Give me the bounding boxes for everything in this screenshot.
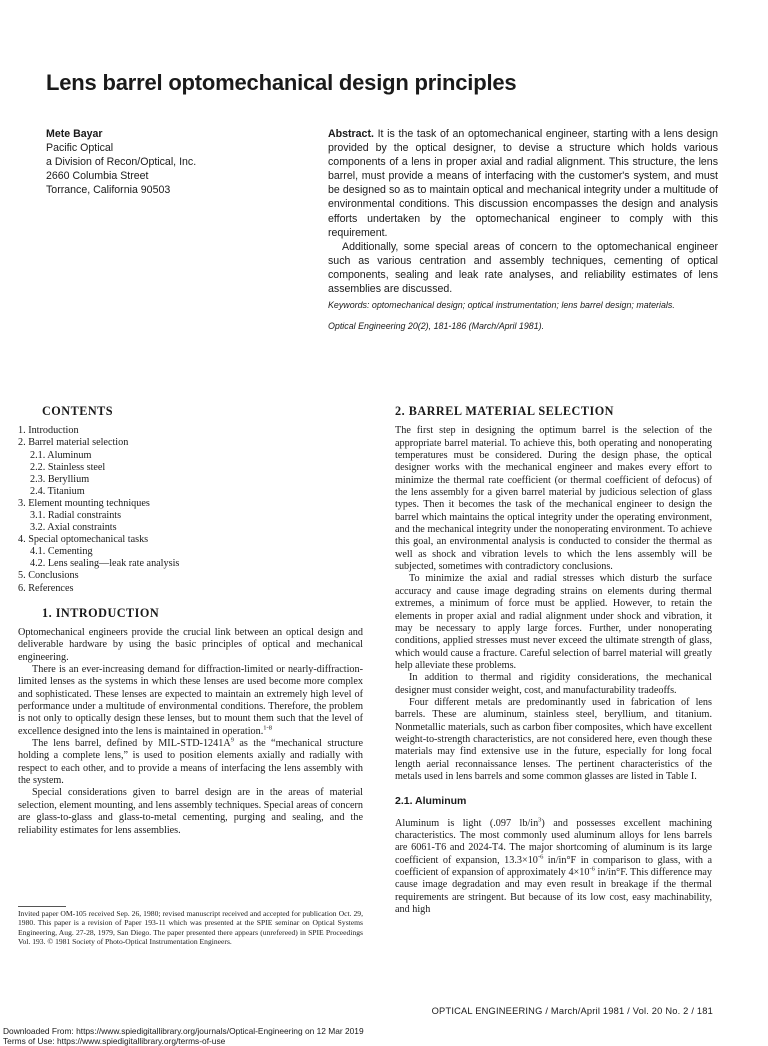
section-paragraph: The first step in designing the optimum barrel is the selection of the appropriate barrel material. To achieve this, both operating and nonoperating temperatures must be considered. During the design phase, the optical designer works with the mechanical engineer and makes every effort to minimize the thermal rate coefficient (or thermal coefficient of defocus) of the lens assembly for a given barrel material by judicious selection of glass types. Then it becomes the task of the mechanical engineer to design the barrel which maintains the optical integrity under the operating environment, and the mechanical integrity under the nonoperating environment. To achieve this goal, an environmental analysis is conducted to consider the thermal as well as shock and vibration levels to which the lens assembly will be subjected, sometimes with contradictory conclusions.: [395, 425, 712, 573]
terms-of-use-line: Terms of Use: https://www.spiedigitallibrary.org/terms-of-use: [3, 1037, 364, 1046]
abstract: [328, 127, 718, 296]
toc-item: 4. Special optomechanical tasks: [18, 534, 363, 546]
section-paragraph: Four different metals are predominantly used in fabrication of lens barrels. These are aluminum, stainless steel, beryllium, and titanium. Nonmetallic materials, such as carbon fiber composites, which have excellent weight-to-strength characteristics, are not considered here, even though these materials may find extensive use in the future, especially for long focal length aerial reconnaissance lenses. The pertinent characteristics of the metals used in lens barrels and some common glasses are listed in Table I.: [395, 697, 712, 783]
toc-item: 2.4. Titanium: [18, 486, 363, 498]
toc-item: 6. References: [18, 583, 363, 595]
section-paragraph: In addition to thermal and rigidity considerations, the mechanical designer must consider weight, cost, and manufacturability tradeoffs.: [395, 672, 712, 697]
toc-item: 2.2. Stainless steel: [18, 462, 363, 474]
author-block: [46, 127, 296, 197]
download-line: Downloaded From: https://www.spiedigitallibrary.org/journals/Optical-Engineering on 12 Mar 2019: [3, 1027, 364, 1037]
page-footer: OPTICAL ENGINEERING / March/April 1981 / Vol. 20 No. 2 / 181: [405, 1006, 713, 1016]
reference-superscript: 9: [231, 737, 234, 744]
subsection-heading-aluminum: 2.1. Aluminum: [395, 795, 712, 807]
intro-paragraph: Special considerations given to barrel design are in the areas of material selection, element mounting, and lens assembly techniques. Special areas of concern are glass-to-glass and glass-to-metal cementing, purging and sealing, and the reliability estimates for lens assemblies.: [18, 787, 363, 836]
abstract-text-2: Additionally, some special areas of concern to the optomechanical engineer such as various centration and assembly techniques, cementing of optical components, sealing and leak rate analyses, and reliability estimates of lens assemblies are discussed.: [328, 240, 718, 296]
toc-item: 4.2. Lens sealing—leak rate analysis: [18, 558, 363, 570]
toc-item: 4.1. Cementing: [18, 546, 363, 558]
footnote-divider: [18, 906, 66, 907]
aluminum-paragraph: Aluminum is light (.097 $lb/in^3$) and possesses excellent machining characteristics. The most commonly used aluminum alloys for lens barrels are 6061-T6 and 2024-T4. The major shortcoming of aluminum is its large coefficient of expansion, $13.3\times 10^{-6}$ in/in°F in comparison to glass, with a coefficient of expansion of approximately $4\times 10^{-6}$ in/in°F. This difference may cause image degradation and may even result in breakage if the thermal requirements are stringent. But because of its low cost, easy machinability, and high: [395, 818, 712, 917]
right-column: [395, 405, 712, 916]
author-name: Mete Bayar: [46, 127, 296, 141]
table-of-contents: [18, 425, 363, 594]
abstract-label: Abstract.: [328, 128, 374, 140]
section-heading-introduction: 1. INTRODUCTION: [42, 607, 363, 619]
toc-item: 5. Conclusions: [18, 570, 363, 582]
author-affiliation-line: Torrance, California 90503: [46, 183, 296, 197]
intro-paragraph: There is an ever-increasing demand for diffraction-limited or nearly-diffraction-limited lenses as the systems in which these lenses are used become more complex and sophisticated. These lenses are expected to maintain an extremely high level of performance under a multitude of environmental conditions. Therefore, the problem is not only to optically design these lenses, but to mount them such that the level of excellence designed into the lens is maintained in operation.$^{1-8}$: [18, 664, 363, 738]
left-column: [18, 405, 363, 837]
abstract-text: It is the task of an optomechanical engineer, starting with a lens design provided by the optical designer, to devise a structure which holds various components of a lens in proper axial and radial alignment. This structure, the lens barrel, must provide a means of interfacing with the customer's system, and must be designed so as to maintain optical and mechanical integrity under a multitude of environmental conditions. This discussion encompasses the design and analysis efforts undertaken by the optomechanical engineer to comply with this requirement.: [328, 128, 718, 239]
toc-item: 2.1. Aluminum: [18, 450, 363, 462]
section-paragraph: To minimize the axial and radial stresses which disturb the surface accuracy and cause image degrading strains on elements during thermal extremes, a minimum of force must be applied. However, to retain the elements in proper axial and radial alignment under shock and vibration, it may be necessary to apply large forces. Further, under nonoperating conditions, applied stresses must never exceed the ultimate strength of glass, which would cause a fracture. Careful selection of barrel material will greatly help alleviate these problems.: [395, 573, 712, 672]
contents-heading: CONTENTS: [42, 405, 363, 417]
footnote: Invited paper OM-105 received Sep. 26, 1980; revised manuscript received and accepted for publication Oct. 29, 1980. This paper is a revision of Paper 193-11 which was presented at the SPIE seminar on Optical Systems Engineering, Aug. 27-28, 1979, San Diego. The paper presented there appears (unrefereed) in SPIE Proceedings Vol. 193. © 1981 Society of Photo-Optical Instrumentation Engineers.: [18, 909, 363, 947]
reference-superscript: 1-8: [263, 724, 272, 731]
toc-item: 3. Element mounting techniques: [18, 498, 363, 510]
section-heading-material-selection: 2. BARREL MATERIAL SELECTION: [395, 405, 712, 417]
author-affiliation-line: 2660 Columbia Street: [46, 169, 296, 183]
page-title: Lens barrel optomechanical design principles: [46, 70, 726, 96]
keywords: Keywords: optomechanical design; optical instrumentation; lens barrel design; materials.: [328, 299, 728, 312]
toc-item: 3.2. Axial constraints: [18, 522, 363, 534]
toc-item: 1. Introduction: [18, 425, 363, 437]
toc-item: 3.1. Radial constraints: [18, 510, 363, 522]
author-affiliation-line: a Division of Recon/Optical, Inc.: [46, 155, 296, 169]
intro-paragraph: Optomechanical engineers provide the crucial link between an optical design and deliverable hardware by using the basic principles of optical and mechanical engineering.: [18, 627, 363, 664]
toc-item: 2. Barrel material selection: [18, 437, 363, 449]
toc-item: 2.3. Beryllium: [18, 474, 363, 486]
download-notice: [3, 1027, 364, 1046]
citation: Optical Engineering 20(2), 181-186 (March/April 1981).: [328, 320, 728, 333]
intro-paragraph: The lens barrel, defined by MIL-$STD-1241A^9$ as the “mechanical structure holding a complete lens,” is used to position elements axially and radially with respect to each other, and to provide a means of interfacing the lens assembly with the system.: [18, 738, 363, 787]
author-affiliation-line: Pacific Optical: [46, 141, 296, 155]
